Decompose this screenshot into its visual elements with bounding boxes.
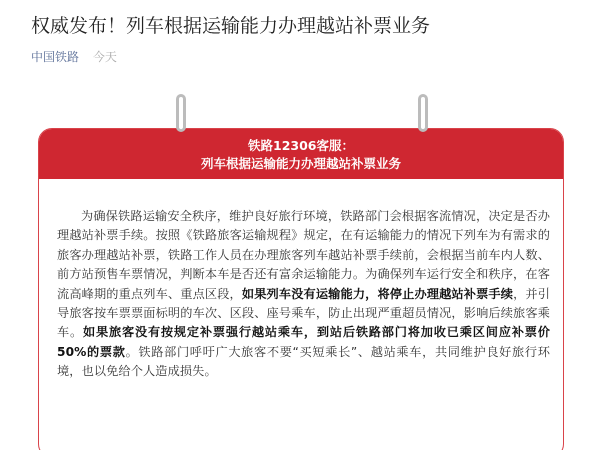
- publish-date: 今天: [92, 50, 117, 64]
- binder-ring-right-icon: [418, 94, 428, 132]
- body-text-1: 为确保铁路运输安全秩序，维护良好旅行环境，铁路部门会根据客流情况，决定是否办理越站补票手续。按照《铁路旅客运输规程》规定，在有运输能力的情况下列车为有需求的旅客办理越站补票，铁路工作人员在办理旅客列车越站补票手续前，会根据当前车内人数、前方站预售车票情况，判断本车是否还有富余运输能力。为确保列车运行安全和秩序，在客流高峰期的重点列车、重点区段，: [57, 209, 550, 301]
- notice-body: [57, 207, 550, 382]
- body-text-3: 。铁路部门呼吁广大旅客不要“买短乘长”、越站乘车，共同维护良好旅行环境，也以免给个人造成损失。: [57, 344, 551, 379]
- article-title: 权威发布！列车根据运输能力办理越站补票业务: [31, 15, 431, 37]
- body-bold-2: 如果旅客没有按规定补票强行越站乘车，到站后铁路部门将加收已乘区间应补票价50%的票款: [57, 325, 550, 359]
- card-header: [39, 129, 563, 179]
- body-bold-1: 如果列车没有运输能力，将停止办理越站补票手续: [241, 286, 514, 301]
- body-text-2: ，并引导旅客按车票票面标明的车次、区段、座号乘车，防止出现严重超员情况，影响后续旅客乘车。: [57, 286, 551, 340]
- card-header-line1: 铁路12306客服：: [248, 138, 354, 153]
- article-meta: [31, 48, 117, 66]
- binder-ring-left-icon: [176, 94, 186, 132]
- card-header-line2: 列车根据运输能力办理越站补票业务: [200, 156, 401, 171]
- author-link[interactable]: 中国铁路: [31, 50, 80, 64]
